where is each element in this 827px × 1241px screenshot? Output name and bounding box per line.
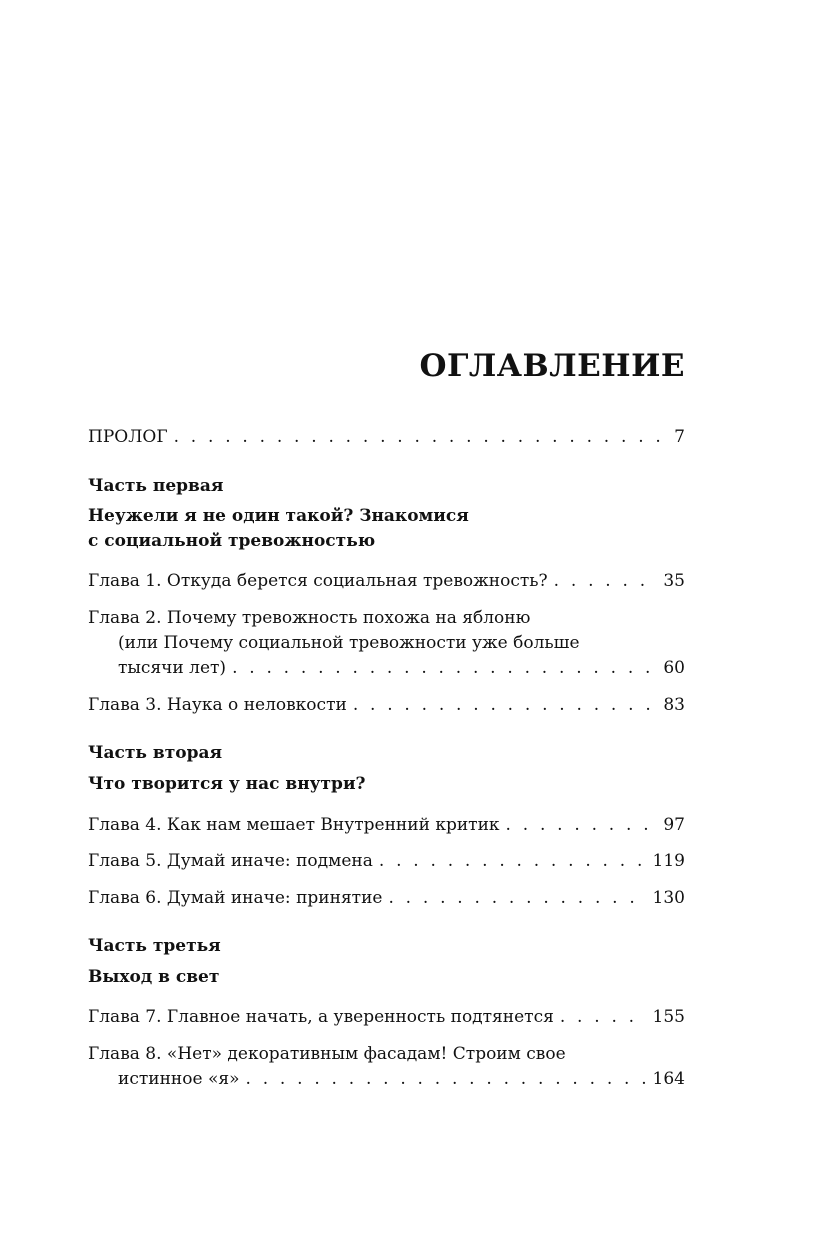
part-title: Что творится у нас внутри?	[88, 774, 366, 794]
entry-title-continued: тысячи лет)	[118, 658, 227, 678]
entry-title-continued: (или Почему социальной тревожности уже больше	[118, 633, 580, 653]
toc-entry-chapter-7[interactable]	[88, 1005, 685, 1030]
toc-entry-chapter-5[interactable]	[88, 849, 685, 874]
entry-title-continued: истинное «я»	[118, 1069, 240, 1089]
dot-leader	[388, 886, 646, 911]
part-label: Часть вторая	[88, 743, 223, 763]
entry-title: Глава 3. Наука о неловкости	[88, 695, 347, 715]
page-number: 60	[663, 658, 685, 678]
page-number: 130	[652, 888, 685, 908]
dot-leader	[506, 813, 658, 838]
entry-title: Глава 5. Думай иначе: подмена	[88, 851, 373, 871]
entry-title: Глава 2. Почему тревожность похожа на яблоню	[88, 608, 531, 628]
page-number: 35	[663, 571, 685, 591]
page-number: 97	[663, 815, 685, 835]
page-number: 164	[652, 1069, 685, 1089]
toc-entry-chapter-1[interactable]	[88, 569, 685, 594]
entry-title: ПРОЛОГ	[88, 427, 168, 447]
toc-entry-chapter-8[interactable]	[88, 1042, 685, 1092]
part-title: с социальной тревожностью	[88, 531, 376, 551]
entry-title: Глава 8. «Нет» декоративным фасадам! Строим свое	[88, 1044, 566, 1064]
page-number: 83	[663, 695, 685, 715]
entry-title: Глава 1. Откуда берется социальная тревожность?	[88, 571, 548, 591]
part-title: Выход в свет	[88, 967, 220, 987]
dot-leader	[554, 569, 658, 594]
entry-title: Глава 4. Как нам мешает Внутренний критик	[88, 815, 500, 835]
page-number: 155	[652, 1007, 685, 1027]
toc-entry-chapter-2[interactable]	[88, 606, 685, 681]
dot-leader	[232, 656, 657, 681]
toc-entry-prologue[interactable]	[88, 425, 685, 450]
dot-leader	[174, 425, 669, 450]
page-title: ОГЛАВЛЕНИЕ	[419, 348, 685, 384]
part-label: Часть третья	[88, 936, 221, 956]
dot-leader	[245, 1067, 646, 1092]
dot-leader	[379, 849, 647, 874]
toc-entry-chapter-6[interactable]	[88, 886, 685, 911]
entry-title: Глава 7. Главное начать, а уверенность подтянется	[88, 1007, 554, 1027]
entry-title: Глава 6. Думай иначе: принятие	[88, 888, 383, 908]
part-label: Часть первая	[88, 476, 224, 496]
part-title: Неужели я не один такой? Знакомися	[88, 506, 469, 526]
dot-leader	[353, 693, 658, 718]
page-number: 119	[652, 851, 685, 871]
page-number: 7	[674, 427, 685, 447]
toc-entry-chapter-3[interactable]	[88, 693, 685, 718]
dot-leader	[560, 1005, 647, 1030]
toc-entry-chapter-4[interactable]	[88, 813, 685, 838]
